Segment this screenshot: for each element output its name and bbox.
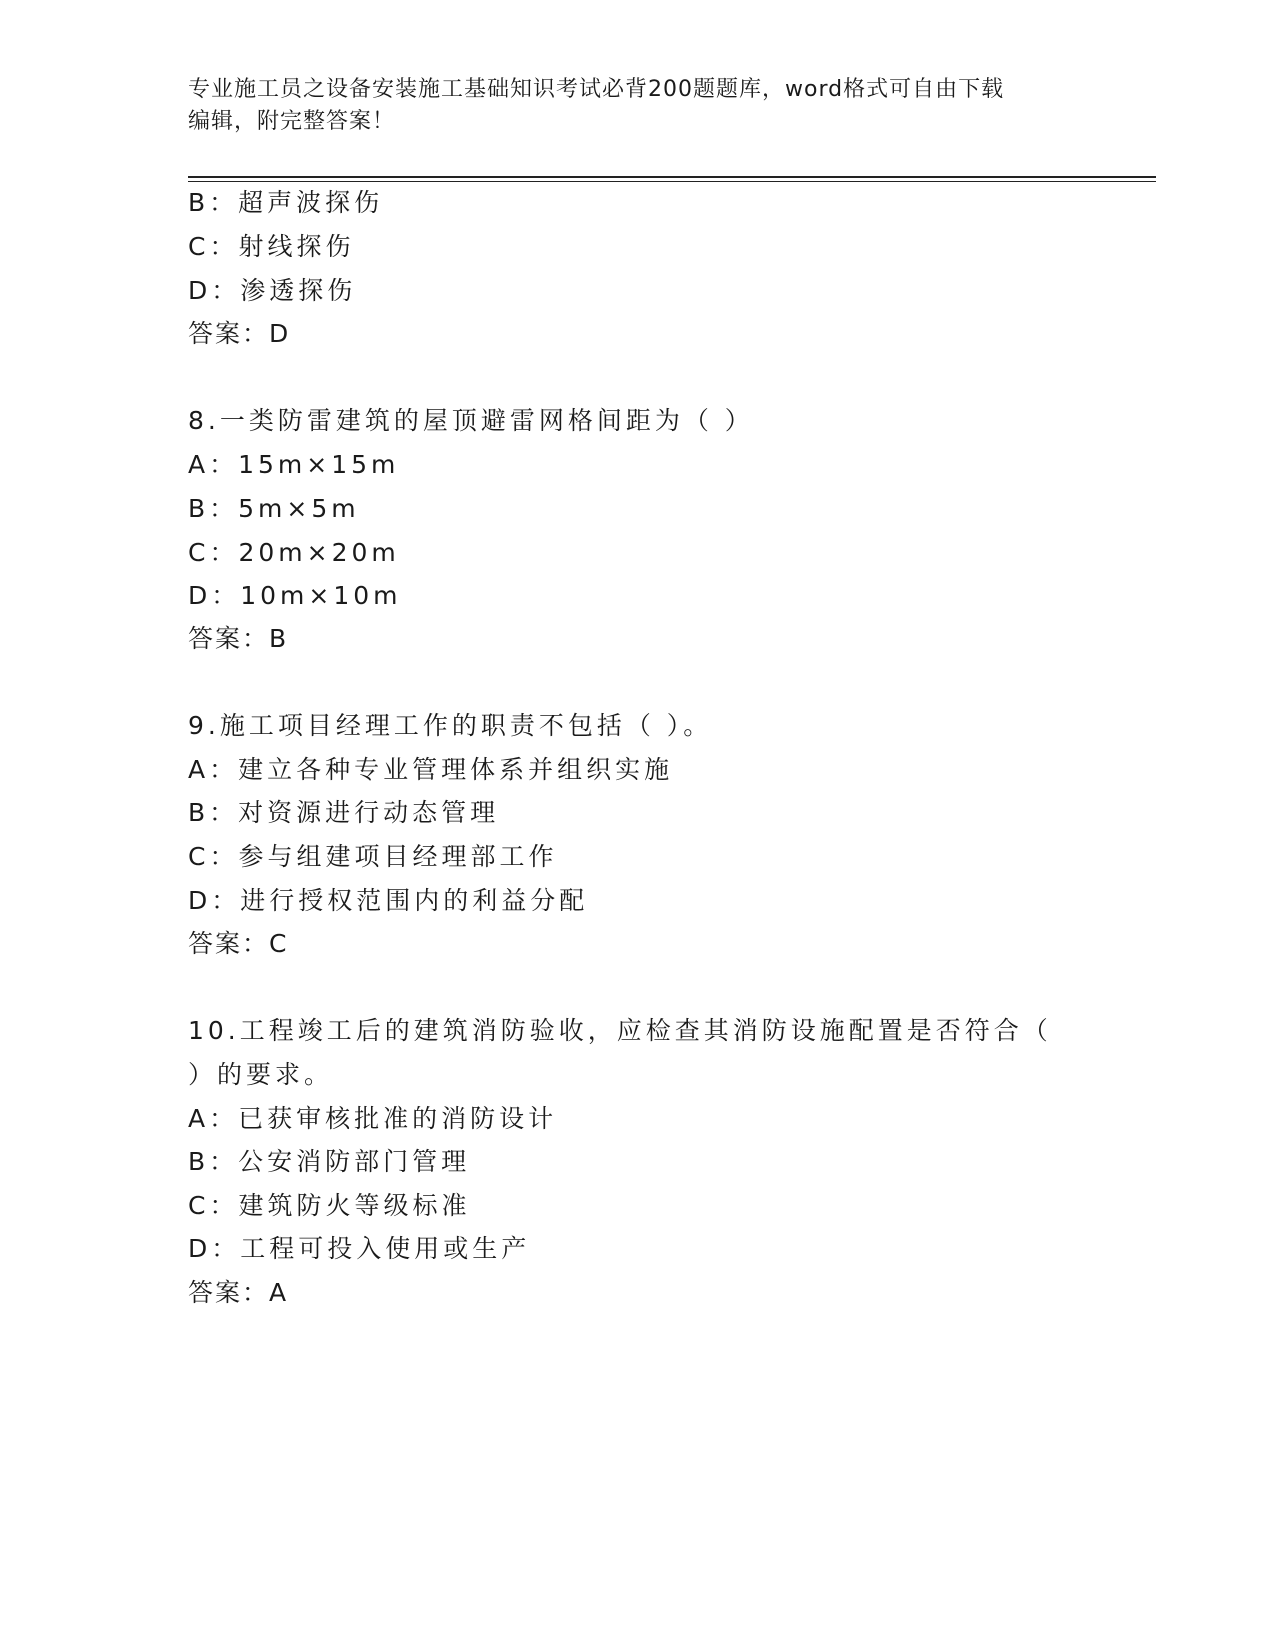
question-10-option-b: B：公安消防部门管理 <box>188 1147 471 1176</box>
option-d: D：渗透探伤 <box>188 276 357 305</box>
question-10-option-d: D：工程可投入使用或生产 <box>188 1234 531 1263</box>
question-10-option-c: C：建筑防火等级标准 <box>188 1191 471 1220</box>
question-8-option-b: B：5m×5m <box>188 494 360 523</box>
question-10-stem-line2: ）的要求。 <box>188 1060 334 1089</box>
question-9-option-d: D：进行授权范围内的利益分配 <box>188 886 589 915</box>
header-title-line2: 编辑，附完整答案！ <box>188 109 396 134</box>
question-8-option-c: C：20m×20m <box>188 538 400 567</box>
question-10-stem-line1: 10.工程竣工后的建筑消防验收，应检查其消防设施配置是否符合（ <box>188 1016 1052 1045</box>
question-9-option-b: B：对资源进行动态管理 <box>188 798 500 827</box>
option-c: C：射线探伤 <box>188 232 355 261</box>
question-9-option-a: A：建立各种专业管理体系并组织实施 <box>188 755 674 784</box>
header-title-line1: 专业施工员之设备安装施工基础知识考试必背200题题库，word格式可自由下载 <box>188 77 1005 102</box>
question-10-option-a: A：已获审核批准的消防设计 <box>188 1104 558 1133</box>
question-8-stem: 8.一类防雷建筑的屋顶避雷网格间距为（ ） <box>188 406 754 435</box>
question-8-option-a: A：15m×15m <box>188 450 400 479</box>
question-9-answer: 答案：C <box>188 929 289 958</box>
header-divider-thick <box>188 176 1156 178</box>
question-10-answer: 答案：A <box>188 1278 289 1307</box>
header-divider-thin <box>188 181 1156 182</box>
question-8-option-d: D：10m×10m <box>188 581 402 610</box>
question-9-option-c: C：参与组建项目经理部工作 <box>188 842 558 871</box>
question-8-answer: 答案：B <box>188 624 289 653</box>
question-9-stem: 9.施工项目经理工作的职责不包括（ ）。 <box>188 711 713 740</box>
option-b: B：超声波探伤 <box>188 188 384 217</box>
answer-line: 答案：D <box>188 319 291 348</box>
page-header <box>188 74 1088 138</box>
